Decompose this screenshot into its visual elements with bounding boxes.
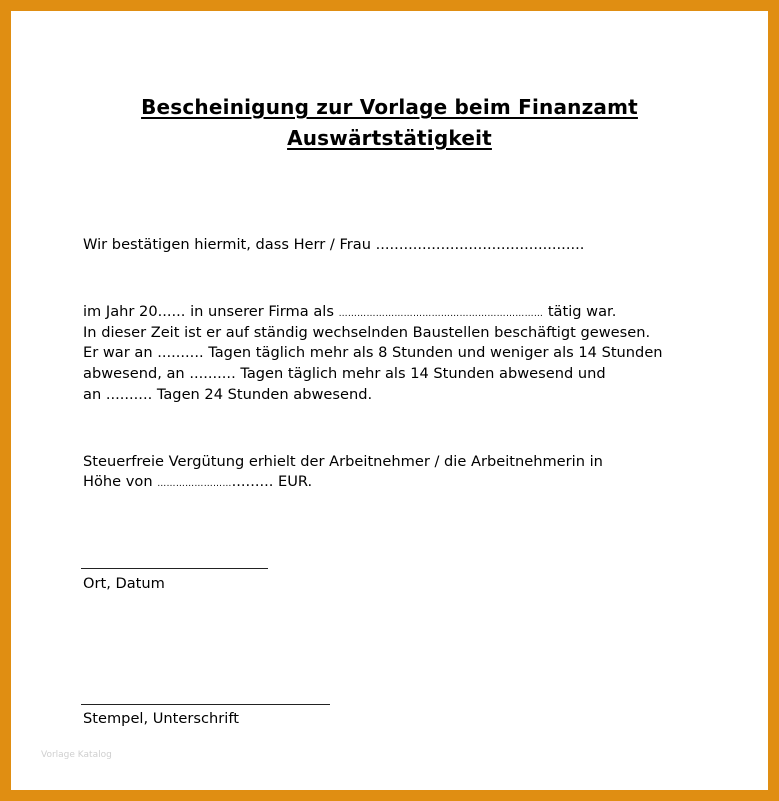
place-date-label: Ort, Datum	[83, 575, 165, 592]
tax-free-payment-line: Steuerfreie Vergütung erhielt der Arbeitnehmer / die Arbeitnehmerin in	[83, 453, 603, 470]
absence-over-14-line: abwesend, an .......... Tagen täglich mehr als 14 Stunden abwesend und	[83, 365, 606, 382]
place-date-signature-line	[81, 568, 268, 569]
amount-blank: ……………………	[157, 479, 232, 489]
stamp-signature-label: Stempel, Unterschrift	[83, 710, 239, 727]
amount-suffix: ......... EUR.	[231, 473, 313, 490]
absence-8-14-line: Er war an .......... Tagen täglich mehr als 8 Stunden und weniger als 14 Stunden	[83, 344, 663, 361]
position-blank: …………………………………………………………	[338, 309, 544, 319]
confirm-line: Wir bestätigen hiermit, dass Herr / Frau .............................................	[83, 236, 585, 253]
document-title: Bescheinigung zur Vorlage beim Finanzamt	[141, 95, 638, 119]
construction-sites-line: In dieser Zeit ist er auf ständig wechselnden Baustellen beschäftigt gewesen.	[83, 324, 651, 341]
watermark: Vorlage Katalog	[41, 750, 112, 760]
stamp-signature-line	[81, 704, 330, 705]
employment-suffix: tätig war.	[543, 303, 617, 320]
employment-prefix: im Jahr 20...... in unserer Firma als	[83, 303, 339, 320]
amount-prefix: Höhe von	[83, 473, 158, 490]
amount-line	[83, 471, 312, 495]
absence-24-line: an .......... Tagen 24 Stunden abwesend.	[83, 386, 373, 403]
document-subtitle: Auswärtstätigkeit	[287, 126, 492, 150]
